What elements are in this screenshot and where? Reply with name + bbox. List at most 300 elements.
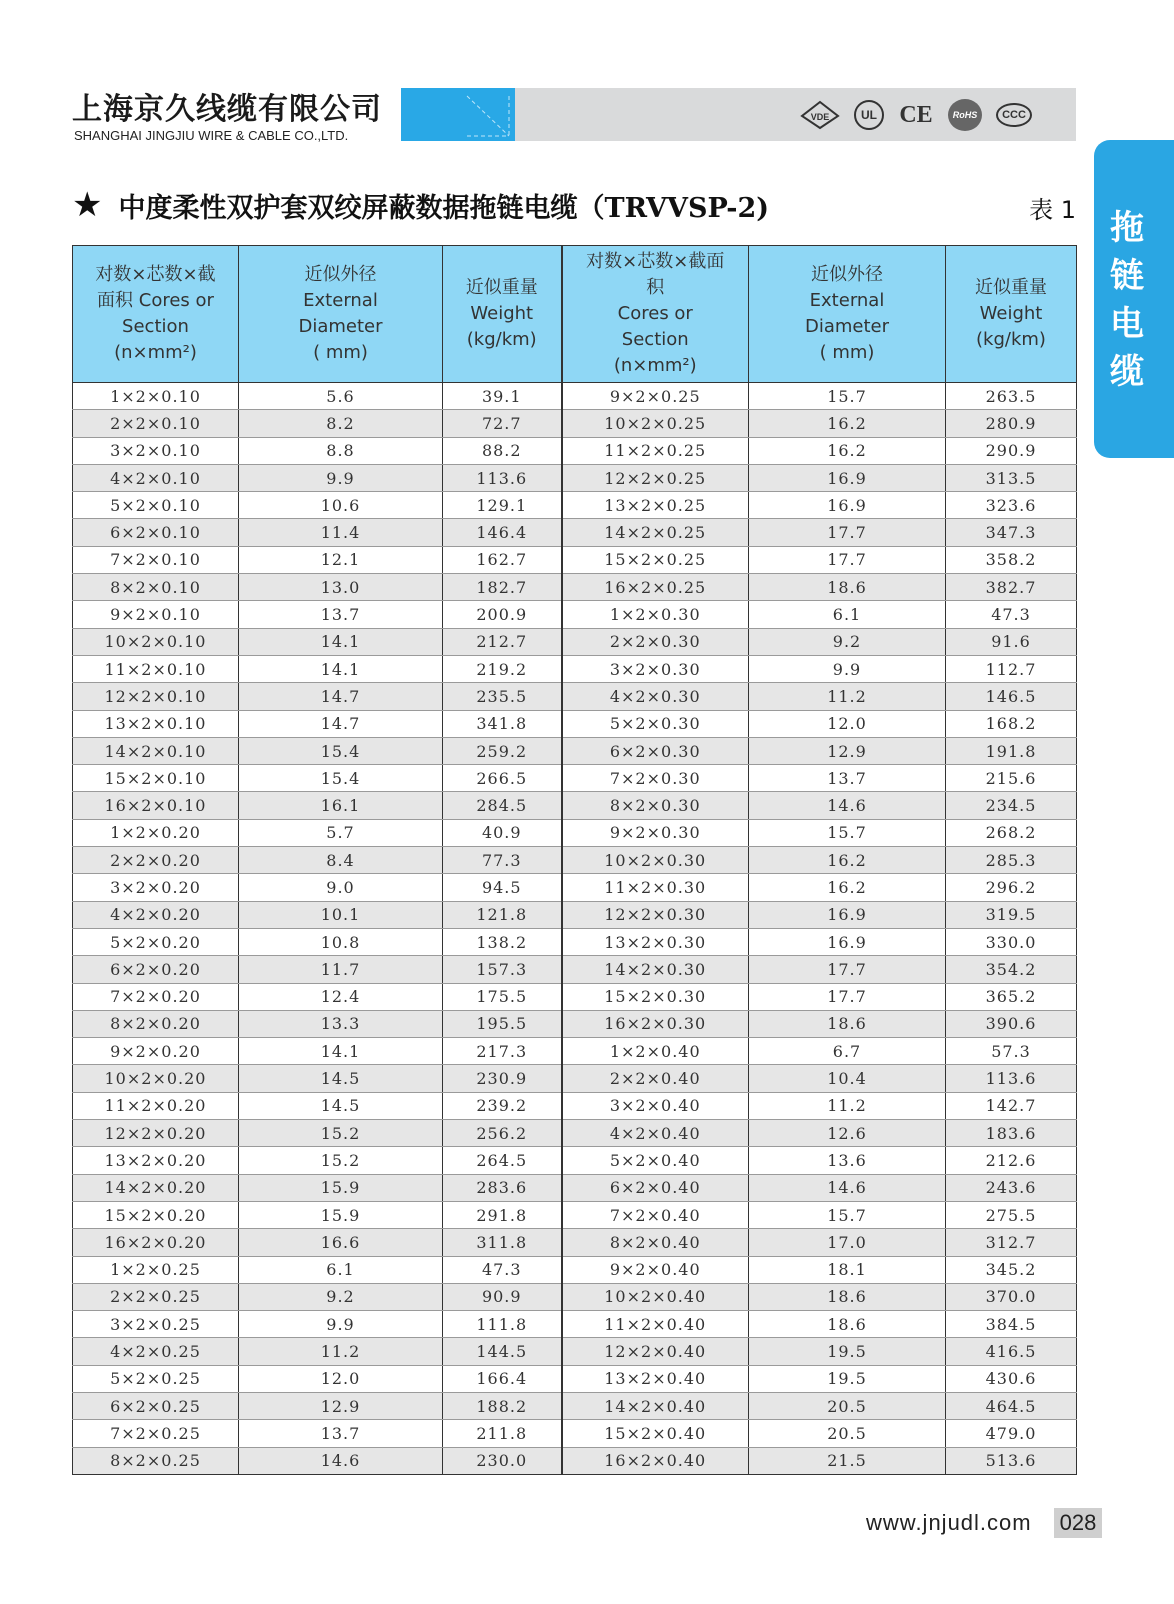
header-line: Weight bbox=[979, 303, 1043, 324]
table-cell: 14×2×0.10 bbox=[73, 737, 239, 764]
table-cell: 12×2×0.20 bbox=[73, 1120, 239, 1147]
table-cell: 4×2×0.25 bbox=[73, 1338, 239, 1365]
table-cell: 17.7 bbox=[749, 956, 946, 983]
table-cell: 5.7 bbox=[239, 819, 443, 846]
table-cell: 16×2×0.40 bbox=[562, 1447, 749, 1474]
header-line: Section bbox=[621, 329, 689, 350]
table-cell: 12×2×0.25 bbox=[562, 464, 749, 491]
table-cell: 144.5 bbox=[443, 1338, 562, 1365]
table-cell: 285.3 bbox=[946, 847, 1077, 874]
table-cell: 4×2×0.20 bbox=[73, 901, 239, 928]
table-row bbox=[73, 1092, 1077, 1119]
table-cell: 13.3 bbox=[239, 1010, 443, 1037]
table-cell: 12.9 bbox=[239, 1392, 443, 1419]
table-cell: 1×2×0.25 bbox=[73, 1256, 239, 1283]
table-cell: 3×2×0.30 bbox=[562, 655, 749, 682]
table-row bbox=[73, 1256, 1077, 1283]
table-cell: 6×2×0.25 bbox=[73, 1392, 239, 1419]
header-line: Cores or bbox=[617, 303, 693, 324]
header-line: 对数×芯数×截 bbox=[95, 264, 216, 285]
table-cell: 16×2×0.30 bbox=[562, 1010, 749, 1037]
table-cell: 312.7 bbox=[946, 1229, 1077, 1256]
table-cell: 12.9 bbox=[749, 737, 946, 764]
table-cell: 212.7 bbox=[443, 628, 562, 655]
table-cell: 15.7 bbox=[749, 383, 946, 410]
table-cell: 235.5 bbox=[443, 683, 562, 710]
table-cell: 4×2×0.10 bbox=[73, 464, 239, 491]
table-cell: 13×2×0.30 bbox=[562, 928, 749, 955]
table-cell: 5×2×0.25 bbox=[73, 1365, 239, 1392]
table-row bbox=[73, 383, 1077, 410]
table-cell: 16.9 bbox=[749, 901, 946, 928]
table-row bbox=[73, 574, 1077, 601]
table-cell: 9×2×0.20 bbox=[73, 1038, 239, 1065]
header-line: 对数×芯数×截面 bbox=[586, 251, 725, 272]
table-cell: 341.8 bbox=[443, 710, 562, 737]
table-cell: 17.0 bbox=[749, 1229, 946, 1256]
header-line: 面积 Cores or bbox=[97, 290, 214, 311]
table-cell: 296.2 bbox=[946, 874, 1077, 901]
table-cell: 11×2×0.10 bbox=[73, 655, 239, 682]
table-cell: 13.7 bbox=[239, 1420, 443, 1447]
table-cell: 370.0 bbox=[946, 1283, 1077, 1310]
table-cell: 15.7 bbox=[749, 819, 946, 846]
table-cell: 215.6 bbox=[946, 765, 1077, 792]
header-line: (kg/km) bbox=[976, 329, 1046, 350]
table-cell: 266.5 bbox=[443, 765, 562, 792]
table-cell: 12.6 bbox=[749, 1120, 946, 1147]
table-cell: 142.7 bbox=[946, 1092, 1077, 1119]
table-cell: 9.2 bbox=[749, 628, 946, 655]
table-cell: 13.6 bbox=[749, 1147, 946, 1174]
certification-icons bbox=[800, 98, 1032, 132]
table-cell: 2×2×0.20 bbox=[73, 847, 239, 874]
table-cell: 12×2×0.40 bbox=[562, 1338, 749, 1365]
header-external-diameter bbox=[239, 246, 443, 383]
table-cell: 390.6 bbox=[946, 1010, 1077, 1037]
table-cell: 16.9 bbox=[749, 928, 946, 955]
table-cell: 15×2×0.10 bbox=[73, 765, 239, 792]
table-cell: 14×2×0.30 bbox=[562, 956, 749, 983]
table-row bbox=[73, 519, 1077, 546]
table-cell: 16.9 bbox=[749, 492, 946, 519]
header-line: Diameter bbox=[804, 316, 890, 337]
table-cell: 10.8 bbox=[239, 928, 443, 955]
table-cell: 5×2×0.10 bbox=[73, 492, 239, 519]
table-row bbox=[73, 983, 1077, 1010]
table-cell: 230.0 bbox=[443, 1447, 562, 1474]
table-cell: 10×2×0.30 bbox=[562, 847, 749, 874]
table-row bbox=[73, 1338, 1077, 1365]
table-cell: 12×2×0.30 bbox=[562, 901, 749, 928]
table-cell: 11×2×0.30 bbox=[562, 874, 749, 901]
header-line: (n×mm²) bbox=[114, 342, 197, 363]
header-line: External bbox=[303, 290, 378, 311]
header-weight-2 bbox=[946, 246, 1077, 383]
table-cell: 90.9 bbox=[443, 1283, 562, 1310]
table-row bbox=[73, 410, 1077, 437]
table-row bbox=[73, 464, 1077, 491]
header-line: External bbox=[809, 290, 885, 311]
table-cell: 3×2×0.40 bbox=[562, 1092, 749, 1119]
table-cell: 464.5 bbox=[946, 1392, 1077, 1419]
table-cell: 8×2×0.30 bbox=[562, 792, 749, 819]
table-cell: 12×2×0.10 bbox=[73, 683, 239, 710]
table-row bbox=[73, 710, 1077, 737]
table-cell: 129.1 bbox=[443, 492, 562, 519]
table-row bbox=[73, 847, 1077, 874]
table-cell: 365.2 bbox=[946, 983, 1077, 1010]
table-cell: 15×2×0.40 bbox=[562, 1420, 749, 1447]
table-cell: 13.7 bbox=[239, 601, 443, 628]
table-row bbox=[73, 1038, 1077, 1065]
table-cell: 9×2×0.25 bbox=[562, 383, 749, 410]
table-row bbox=[73, 1447, 1077, 1474]
header-line: 近似重量 bbox=[465, 277, 538, 298]
table-cell: 14.5 bbox=[239, 1065, 443, 1092]
table-cell: 13×2×0.20 bbox=[73, 1147, 239, 1174]
table-cell: 15×2×0.20 bbox=[73, 1201, 239, 1228]
table-cell: 13.7 bbox=[749, 765, 946, 792]
table-cell: 9.9 bbox=[239, 464, 443, 491]
table-cell: 11.4 bbox=[239, 519, 443, 546]
table-cell: 243.6 bbox=[946, 1174, 1077, 1201]
table-cell: 479.0 bbox=[946, 1420, 1077, 1447]
table-cell: 191.8 bbox=[946, 737, 1077, 764]
table-cell: 211.8 bbox=[443, 1420, 562, 1447]
table-cell: 1×2×0.20 bbox=[73, 819, 239, 846]
table-cell: 16.6 bbox=[239, 1229, 443, 1256]
table-row bbox=[73, 1174, 1077, 1201]
table-cell: 16×2×0.25 bbox=[562, 574, 749, 601]
table-cell: 5.6 bbox=[239, 383, 443, 410]
table-cell: 15×2×0.30 bbox=[562, 983, 749, 1010]
table-cell: 11×2×0.20 bbox=[73, 1092, 239, 1119]
table-cell: 18.6 bbox=[749, 574, 946, 601]
table-cell: 256.2 bbox=[443, 1120, 562, 1147]
table-cell: 9.9 bbox=[749, 655, 946, 682]
table-cell: 384.5 bbox=[946, 1311, 1077, 1338]
table-cell: 16×2×0.10 bbox=[73, 792, 239, 819]
table-cell: 2×2×0.25 bbox=[73, 1283, 239, 1310]
side-tab-text: 拖 链 电 缆 bbox=[1110, 208, 1144, 392]
table-header-row bbox=[73, 246, 1077, 383]
table-cell: 16.2 bbox=[749, 437, 946, 464]
table-cell: 91.6 bbox=[946, 628, 1077, 655]
table-row bbox=[73, 1065, 1077, 1092]
table-cell: 13×2×0.10 bbox=[73, 710, 239, 737]
table-cell: 157.3 bbox=[443, 956, 562, 983]
table-cell: 16.2 bbox=[749, 874, 946, 901]
table-row bbox=[73, 928, 1077, 955]
table-cell: 14.7 bbox=[239, 683, 443, 710]
table-row bbox=[73, 437, 1077, 464]
table-cell: 94.5 bbox=[443, 874, 562, 901]
table-cell: 12.4 bbox=[239, 983, 443, 1010]
table-cell: 8×2×0.25 bbox=[73, 1447, 239, 1474]
table-cell: 283.6 bbox=[443, 1174, 562, 1201]
header-line: ( mm) bbox=[819, 342, 875, 363]
table-cell: 6×2×0.10 bbox=[73, 519, 239, 546]
page-number: 028 bbox=[1054, 1508, 1102, 1538]
ce-icon: CE bbox=[899, 101, 933, 128]
table-cell: 166.4 bbox=[443, 1365, 562, 1392]
table-cell: 188.2 bbox=[443, 1392, 562, 1419]
table-cell: 11×2×0.25 bbox=[562, 437, 749, 464]
header-external-diameter-2 bbox=[749, 246, 946, 383]
table-cell: 4×2×0.40 bbox=[562, 1120, 749, 1147]
spec-table bbox=[72, 245, 1077, 1475]
table-cell: 17.7 bbox=[749, 983, 946, 1010]
ul-icon: UL bbox=[854, 100, 884, 130]
table-cell: 8×2×0.10 bbox=[73, 574, 239, 601]
table-row bbox=[73, 901, 1077, 928]
table-cell: 15.2 bbox=[239, 1147, 443, 1174]
table-cell: 16.9 bbox=[749, 464, 946, 491]
table-cell: 18.6 bbox=[749, 1311, 946, 1338]
table-row bbox=[73, 492, 1077, 519]
table-row bbox=[73, 1201, 1077, 1228]
table-cell: 14.1 bbox=[239, 655, 443, 682]
table-row bbox=[73, 546, 1077, 573]
table-cell: 47.3 bbox=[443, 1256, 562, 1283]
header-line: (kg/km) bbox=[466, 329, 537, 350]
table-cell: 200.9 bbox=[443, 601, 562, 628]
table-row bbox=[73, 1120, 1077, 1147]
table-cell: 195.5 bbox=[443, 1010, 562, 1037]
table-cell: 10.4 bbox=[749, 1065, 946, 1092]
table-cell: 39.1 bbox=[443, 383, 562, 410]
header-line: Diameter bbox=[298, 316, 383, 337]
table-cell: 9×2×0.30 bbox=[562, 819, 749, 846]
table-cell: 230.9 bbox=[443, 1065, 562, 1092]
table-cell: 168.2 bbox=[946, 710, 1077, 737]
table-cell: 234.5 bbox=[946, 792, 1077, 819]
table-cell: 14.6 bbox=[749, 792, 946, 819]
table-cell: 354.2 bbox=[946, 956, 1077, 983]
table-cell: 3×2×0.10 bbox=[73, 437, 239, 464]
header-line: ( mm) bbox=[313, 342, 368, 363]
table-cell: 263.5 bbox=[946, 383, 1077, 410]
table-cell: 16.2 bbox=[749, 847, 946, 874]
table-cell: 4×2×0.30 bbox=[562, 683, 749, 710]
table-cell: 319.5 bbox=[946, 901, 1077, 928]
table-cell: 11.2 bbox=[749, 1092, 946, 1119]
table-cell: 111.8 bbox=[443, 1311, 562, 1338]
footer-url: www.jnjudl.com bbox=[866, 1510, 1032, 1535]
table-cell: 9.0 bbox=[239, 874, 443, 901]
table-cell: 162.7 bbox=[443, 546, 562, 573]
table-cell: 358.2 bbox=[946, 546, 1077, 573]
table-cell: 15.4 bbox=[239, 765, 443, 792]
company-name-en: SHANGHAI JINGJIU WIRE & CABLE CO.,LTD. bbox=[74, 128, 349, 143]
table-cell: 183.6 bbox=[946, 1120, 1077, 1147]
table-cell: 291.8 bbox=[443, 1201, 562, 1228]
header-cores-section bbox=[73, 246, 239, 383]
table-cell: 6×2×0.30 bbox=[562, 737, 749, 764]
table-cell: 146.4 bbox=[443, 519, 562, 546]
table-cell: 5×2×0.40 bbox=[562, 1147, 749, 1174]
table-cell: 8.8 bbox=[239, 437, 443, 464]
table-label: 表 1 bbox=[1029, 196, 1076, 224]
table-cell: 14×2×0.25 bbox=[562, 519, 749, 546]
table-cell: 88.2 bbox=[443, 437, 562, 464]
table-cell: 13×2×0.25 bbox=[562, 492, 749, 519]
table-cell: 217.3 bbox=[443, 1038, 562, 1065]
table-cell: 416.5 bbox=[946, 1338, 1077, 1365]
header-accent-block bbox=[401, 88, 515, 141]
table-cell: 14×2×0.20 bbox=[73, 1174, 239, 1201]
table-cell: 1×2×0.30 bbox=[562, 601, 749, 628]
table-cell: 11.2 bbox=[749, 683, 946, 710]
table-cell: 15.9 bbox=[239, 1201, 443, 1228]
table-cell: 20.5 bbox=[749, 1420, 946, 1447]
table-cell: 8×2×0.20 bbox=[73, 1010, 239, 1037]
header-line: 积 bbox=[646, 277, 665, 298]
table-cell: 12.0 bbox=[239, 1365, 443, 1392]
table-cell: 264.5 bbox=[443, 1147, 562, 1174]
table-row bbox=[73, 1392, 1077, 1419]
table-cell: 313.5 bbox=[946, 464, 1077, 491]
table-cell: 212.6 bbox=[946, 1147, 1077, 1174]
side-tab bbox=[1094, 140, 1174, 458]
table-body bbox=[73, 383, 1077, 1475]
table-cell: 7×2×0.30 bbox=[562, 765, 749, 792]
table-cell: 2×2×0.40 bbox=[562, 1065, 749, 1092]
header-line: Weight bbox=[470, 303, 534, 324]
table-cell: 323.6 bbox=[946, 492, 1077, 519]
table-cell: 3×2×0.25 bbox=[73, 1311, 239, 1338]
table-cell: 113.6 bbox=[443, 464, 562, 491]
table-cell: 15×2×0.25 bbox=[562, 546, 749, 573]
table-cell: 15.2 bbox=[239, 1120, 443, 1147]
table-cell: 7×2×0.20 bbox=[73, 983, 239, 1010]
table-cell: 6.1 bbox=[749, 601, 946, 628]
table-cell: 268.2 bbox=[946, 819, 1077, 846]
table-cell: 113.6 bbox=[946, 1065, 1077, 1092]
table-cell: 13×2×0.40 bbox=[562, 1365, 749, 1392]
table-cell: 330.0 bbox=[946, 928, 1077, 955]
table-cell: 14×2×0.40 bbox=[562, 1392, 749, 1419]
table-cell: 1×2×0.40 bbox=[562, 1038, 749, 1065]
table-cell: 6.7 bbox=[749, 1038, 946, 1065]
table-cell: 9.9 bbox=[239, 1311, 443, 1338]
table-cell: 11.2 bbox=[239, 1338, 443, 1365]
table-cell: 13.0 bbox=[239, 574, 443, 601]
table-cell: 8×2×0.40 bbox=[562, 1229, 749, 1256]
table-cell: 8.4 bbox=[239, 847, 443, 874]
table-cell: 10×2×0.10 bbox=[73, 628, 239, 655]
table-row bbox=[73, 1229, 1077, 1256]
header-weight bbox=[443, 246, 562, 383]
table-cell: 19.5 bbox=[749, 1338, 946, 1365]
table-row bbox=[73, 1311, 1077, 1338]
table-cell: 14.1 bbox=[239, 628, 443, 655]
table-cell: 18.6 bbox=[749, 1010, 946, 1037]
table-cell: 8.2 bbox=[239, 410, 443, 437]
table-cell: 17.7 bbox=[749, 519, 946, 546]
table-cell: 430.6 bbox=[946, 1365, 1077, 1392]
table-cell: 275.5 bbox=[946, 1201, 1077, 1228]
table-cell: 7×2×0.10 bbox=[73, 546, 239, 573]
table-cell: 6×2×0.20 bbox=[73, 956, 239, 983]
table-row bbox=[73, 1365, 1077, 1392]
table-cell: 6×2×0.40 bbox=[562, 1174, 749, 1201]
table-cell: 10.6 bbox=[239, 492, 443, 519]
table-cell: 57.3 bbox=[946, 1038, 1077, 1065]
table-cell: 20.5 bbox=[749, 1392, 946, 1419]
table-cell: 21.5 bbox=[749, 1447, 946, 1474]
table-cell: 2×2×0.30 bbox=[562, 628, 749, 655]
vde-text: VDE bbox=[810, 112, 830, 122]
table-cell: 259.2 bbox=[443, 737, 562, 764]
table-cell: 10×2×0.40 bbox=[562, 1283, 749, 1310]
table-cell: 9×2×0.10 bbox=[73, 601, 239, 628]
table-row bbox=[73, 1010, 1077, 1037]
table-cell: 10.1 bbox=[239, 901, 443, 928]
table-row bbox=[73, 1420, 1077, 1447]
table-cell: 16×2×0.20 bbox=[73, 1229, 239, 1256]
table-cell: 47.3 bbox=[946, 601, 1077, 628]
table-row bbox=[73, 1283, 1077, 1310]
table-cell: 239.2 bbox=[443, 1092, 562, 1119]
header-line: Section bbox=[122, 316, 189, 337]
table-cell: 112.7 bbox=[946, 655, 1077, 682]
table-cell: 15.9 bbox=[239, 1174, 443, 1201]
table-cell: 5×2×0.30 bbox=[562, 710, 749, 737]
table-cell: 18.6 bbox=[749, 1283, 946, 1310]
table-cell: 16.1 bbox=[239, 792, 443, 819]
table-row bbox=[73, 628, 1077, 655]
header-line: 近似重量 bbox=[975, 277, 1047, 298]
table-cell: 219.2 bbox=[443, 655, 562, 682]
table-cell: 19.5 bbox=[749, 1365, 946, 1392]
title-row bbox=[72, 182, 1076, 228]
table-row bbox=[73, 601, 1077, 628]
table-cell: 175.5 bbox=[443, 983, 562, 1010]
table-cell: 2×2×0.10 bbox=[73, 410, 239, 437]
table-cell: 345.2 bbox=[946, 1256, 1077, 1283]
header-line: (n×mm²) bbox=[613, 355, 697, 376]
table-row bbox=[73, 765, 1077, 792]
table-cell: 16.2 bbox=[749, 410, 946, 437]
vde-shape bbox=[800, 100, 840, 130]
header-line: 近似外径 bbox=[811, 264, 883, 285]
company-name-cn: 上海京久线缆有限公司 bbox=[72, 92, 382, 127]
table-cell: 138.2 bbox=[443, 928, 562, 955]
table-cell: 311.8 bbox=[443, 1229, 562, 1256]
table-cell: 347.3 bbox=[946, 519, 1077, 546]
table-cell: 9×2×0.40 bbox=[562, 1256, 749, 1283]
table-cell: 18.1 bbox=[749, 1256, 946, 1283]
table-cell: 382.7 bbox=[946, 574, 1077, 601]
table-cell: 10×2×0.25 bbox=[562, 410, 749, 437]
table-cell: 3×2×0.20 bbox=[73, 874, 239, 901]
table-cell: 9.2 bbox=[239, 1283, 443, 1310]
table-cell: 182.7 bbox=[443, 574, 562, 601]
table-cell: 284.5 bbox=[443, 792, 562, 819]
star-icon: ★ bbox=[72, 185, 103, 225]
table-cell: 121.8 bbox=[443, 901, 562, 928]
table-cell: 14.1 bbox=[239, 1038, 443, 1065]
rohs-icon: RoHS bbox=[948, 99, 982, 131]
table-cell: 14.6 bbox=[749, 1174, 946, 1201]
table-cell: 14.7 bbox=[239, 710, 443, 737]
table-row bbox=[73, 874, 1077, 901]
table-cell: 11.7 bbox=[239, 956, 443, 983]
table-cell: 6.1 bbox=[239, 1256, 443, 1283]
table-cell: 280.9 bbox=[946, 410, 1077, 437]
